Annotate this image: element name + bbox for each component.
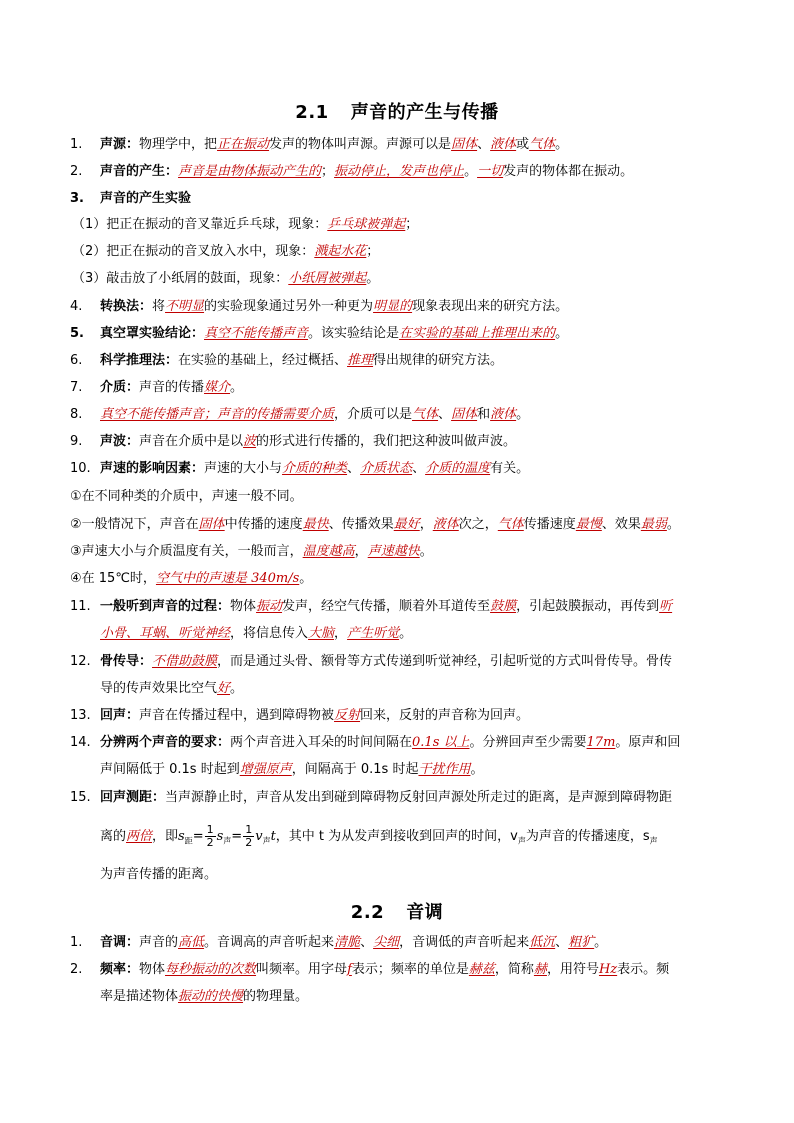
text: 物体 [230, 599, 257, 614]
text: ，介质可以是 [334, 407, 413, 422]
text: 现象表现出来的研究方法。 [412, 299, 569, 314]
text: 表示。频 [617, 962, 670, 977]
answer: 介质的温度 [425, 461, 491, 476]
item-11 [70, 598, 730, 616]
answer: 赫兹 [468, 962, 495, 977]
formula-symbol: s [216, 829, 224, 844]
item-3 [70, 190, 730, 208]
answer: 明显的 [373, 299, 413, 314]
answer: 振动停止，发声也停止 [334, 164, 465, 179]
text: 得出规律的研究方法。 [373, 353, 504, 368]
text: 声音的 [139, 935, 179, 950]
item-14 [70, 734, 730, 752]
text: ，简称 [494, 962, 534, 977]
text: 离的 [100, 829, 127, 844]
text: 和 [477, 407, 491, 422]
item-number: 15. [70, 790, 91, 805]
answer: 振动 [256, 599, 283, 614]
item-11-continued [100, 625, 760, 643]
subscript: 声 [649, 836, 658, 846]
item-number: 13. [70, 708, 91, 723]
text: 的物理量。 [243, 989, 309, 1004]
text: ②一般情况下，声音在 [70, 517, 199, 532]
text: 、 [555, 935, 569, 950]
answer: 气体 [497, 517, 524, 532]
text: 。 [230, 681, 244, 696]
text: 。 [299, 571, 313, 586]
text: ，其中 t 为从发声到接收到回声的时间，v [275, 829, 518, 844]
item-2 [70, 163, 730, 181]
answer: 空气中的声速是 340m/s [155, 571, 300, 586]
item-13 [70, 707, 730, 725]
text: 次之， [458, 517, 498, 532]
text: 物理学中，把 [139, 137, 218, 152]
text: ①在不同种类的介质中，声速一般不同。 [70, 489, 303, 504]
text: 发声，经空气传播，顺着外耳道传至 [282, 599, 491, 614]
answer: 一切 [477, 164, 504, 179]
section-number: 2.1 [295, 102, 329, 123]
text: 将 [152, 299, 166, 314]
answer: 每秒振动的次数 [165, 962, 257, 977]
item-15 [70, 789, 730, 807]
item-7 [70, 379, 730, 397]
text: 的实验现象通过另外一种更为 [204, 299, 374, 314]
text: ③声速大小与介质温度有关，一般而言， [70, 544, 303, 559]
subpoint-2 [70, 516, 730, 534]
text: 表示；频率的单位是 [351, 962, 469, 977]
subscript: 声 [517, 836, 526, 846]
text: 、 [477, 137, 491, 152]
term-label: 介质： [100, 380, 140, 395]
text: 。 [555, 137, 569, 152]
answer: 粗犷 [568, 935, 595, 950]
answer: 最好 [393, 517, 420, 532]
answer: 产生听觉 [347, 626, 400, 641]
item-10 [70, 460, 730, 478]
answer: 鼓膜 [490, 599, 517, 614]
term-label: 声波： [100, 434, 140, 449]
text: 。 [470, 762, 484, 777]
text: （2）把正在振动的音叉放入水中，现象： [72, 244, 315, 259]
answer: 正在振动 [217, 137, 270, 152]
text: 中传播的速度 [224, 517, 303, 532]
answer: 介质状态 [360, 461, 413, 476]
item-number: 2. [70, 164, 83, 179]
text: （1）把正在振动的音叉靠近乒乓球，现象： [72, 217, 328, 232]
subpoint-4 [70, 570, 730, 588]
answer: 清脆 [334, 935, 361, 950]
experiment-1 [72, 216, 732, 234]
text: 有关。 [490, 461, 530, 476]
text: ； [366, 244, 380, 259]
text: ，即 [152, 829, 179, 844]
answer: 0.1s 以上 [412, 735, 470, 750]
term-label: 声音的产生实验 [100, 191, 192, 206]
item-12 [70, 653, 730, 671]
text: 发声的物体叫声源。声源可以是 [269, 137, 452, 152]
answer: 小骨、耳蜗、听觉神经 [100, 626, 231, 641]
text: ； [405, 217, 419, 232]
term-label: 声源： [100, 137, 140, 152]
answer: 固体 [451, 407, 478, 422]
text: 、 [347, 461, 361, 476]
answer: 推理 [347, 353, 374, 368]
fraction-denominator: 2 [245, 836, 253, 849]
answer: 温度越高 [302, 544, 355, 559]
answer: 液体 [490, 407, 517, 422]
term-label: 音调： [100, 935, 140, 950]
answer: 反射 [334, 708, 361, 723]
item-number: 9. [70, 434, 83, 449]
item-14-continued [100, 761, 760, 779]
text: ； [321, 164, 335, 179]
answer: 真空不能传播声音；声音的传播需要介质 [100, 407, 335, 422]
term-label: 回声测距： [100, 790, 166, 805]
text: 或 [516, 137, 530, 152]
text: ，而是通过头骨、额骨等方式传递到听觉神经，引起听觉的方式叫骨传导。骨传 [217, 654, 673, 669]
text: 。 [366, 271, 380, 286]
item-number: 7. [70, 380, 83, 395]
item-8 [70, 406, 730, 424]
section-number: 2.2 [350, 902, 385, 923]
text: 、效果 [601, 517, 641, 532]
answer: 低沉 [529, 935, 556, 950]
text: ， [354, 544, 368, 559]
text: 。 [419, 544, 433, 559]
answer: 固体 [198, 517, 225, 532]
text: 的形式进行传播的，我们把这种波叫做声波。 [256, 434, 517, 449]
formula-subscript: 声 [223, 836, 232, 846]
answer: 17m [586, 735, 616, 750]
text: ，间隔高于 0.1s 时起 [291, 762, 419, 777]
subpoint-3 [70, 543, 730, 561]
text: 声音在传播过程中，遇到障碍物被 [139, 708, 335, 723]
section-title-2-2 [0, 898, 794, 924]
s22-item-2 [70, 961, 730, 979]
answer: 最弱 [640, 517, 667, 532]
fraction-denominator: 2 [206, 836, 214, 849]
answer: 气体 [412, 407, 439, 422]
answer: Hz [598, 962, 618, 977]
text: 两个声音进入耳朵的时间间隔在 [230, 735, 413, 750]
section-heading: 音调 [406, 902, 444, 923]
answer: 两倍 [126, 829, 153, 844]
answer: 大脑 [308, 626, 335, 641]
text: 、 [360, 935, 374, 950]
answer: 干扰作用 [418, 762, 471, 777]
answer: f [347, 962, 352, 977]
experiment-2 [72, 243, 732, 261]
section-heading: 声音的产生与传播 [350, 102, 499, 123]
item-6 [70, 352, 730, 370]
answer: 不明显 [165, 299, 205, 314]
answer: 尖细 [373, 935, 400, 950]
text: 。 [666, 517, 680, 532]
text: 为声音传播的距离。 [100, 867, 218, 882]
text: 、 [438, 407, 452, 422]
text: 。原声和回 [615, 735, 681, 750]
text: ， [419, 517, 433, 532]
answer: 声速越快 [367, 544, 420, 559]
item-number: 8. [70, 407, 83, 422]
text: 。 [464, 164, 478, 179]
answer: 不借助鼓膜 [152, 654, 218, 669]
item-number: 1. [70, 137, 83, 152]
fraction-half [243, 824, 254, 849]
term-label: 真空罩实验结论： [100, 326, 205, 341]
answer: 最快 [302, 517, 329, 532]
answer: 溅起水花 [314, 244, 367, 259]
answer: 振动的快慢 [178, 989, 244, 1004]
answer: 好 [217, 681, 231, 696]
item-12-continued [100, 680, 760, 698]
text: 声音的传播 [139, 380, 205, 395]
text: ，用符号 [546, 962, 599, 977]
text: 回来，反射的声音称为回声。 [360, 708, 530, 723]
text: 声音在介质中是以 [139, 434, 244, 449]
item-15-formula-line [100, 820, 760, 854]
term-label: 骨传导： [100, 654, 153, 669]
answer: 液体 [490, 137, 517, 152]
text: 。 [399, 626, 413, 641]
term-label: 分辨两个声音的要求： [100, 735, 231, 750]
text: 。 [230, 380, 244, 395]
item-9 [70, 433, 730, 451]
item-number: 4. [70, 299, 83, 314]
formula-symbol: s [178, 829, 185, 844]
s22-item-1 [70, 934, 730, 952]
text: ，音调低的声音听起来 [399, 935, 530, 950]
answer: 赫 [533, 962, 547, 977]
item-number: 14. [70, 735, 91, 750]
formula-equals: = [192, 829, 204, 844]
text: 物体 [139, 962, 166, 977]
fraction-numerator: 1 [245, 823, 253, 836]
text: 发声的物体都在振动。 [503, 164, 634, 179]
item-number: 11. [70, 599, 91, 614]
text: 、传播效果 [328, 517, 394, 532]
subpoint-1 [70, 488, 730, 506]
text: 声间隔低于 0.1s 时起到 [100, 762, 240, 777]
text: ，引起鼓膜振动，再传到 [516, 599, 660, 614]
answer: 在实验的基础上推理出来的 [399, 326, 556, 341]
item-number: 1. [70, 935, 83, 950]
text: 。 [516, 407, 530, 422]
answer: 介质的种类 [282, 461, 348, 476]
text: 。该实验结论是 [308, 326, 400, 341]
text: 叫频率。用字母 [256, 962, 348, 977]
answer: 增强原声 [239, 762, 292, 777]
item-number: 3. [70, 191, 84, 206]
item-15-continued [100, 866, 760, 884]
s22-item-2-continued [100, 988, 760, 1006]
item-number: 5. [70, 326, 84, 341]
item-4 [70, 298, 730, 316]
term-label: 声音的产生： [100, 164, 179, 179]
answer: 高低 [178, 935, 205, 950]
item-1 [70, 136, 730, 154]
term-label: 科学推理法： [100, 353, 179, 368]
item-number: 6. [70, 353, 83, 368]
answer: 最慢 [575, 517, 602, 532]
text: 。 [555, 326, 569, 341]
answer: 乒乓球被弹起 [327, 217, 406, 232]
formula-subscript: 声 [262, 836, 271, 846]
formula-symbol: t [270, 829, 276, 844]
text: ， [334, 626, 348, 641]
item-5 [70, 325, 730, 343]
text: 。音调高的声音听起来 [204, 935, 335, 950]
text: 率是描述物体 [100, 989, 179, 1004]
answer: 固体 [451, 137, 478, 152]
text: （3）敲击放了小纸屑的鼓面，现象： [72, 271, 289, 286]
term-label: 声速的影响因素： [100, 461, 205, 476]
item-number: 10. [70, 461, 91, 476]
answer: 小纸屑被弹起 [288, 271, 367, 286]
answer: 声音是由物体振动产生的 [178, 164, 322, 179]
answer: 气体 [529, 137, 556, 152]
experiment-3 [72, 270, 732, 288]
text: 传播速度 [523, 517, 576, 532]
formula-equals: = [231, 829, 243, 844]
text: 、 [412, 461, 426, 476]
text: 。分辨回声至少需要 [469, 735, 587, 750]
formula-symbol: v [255, 829, 263, 844]
section-title-2-1 [0, 98, 794, 124]
term-label: 一般听到声音的过程： [100, 599, 231, 614]
answer: 波 [243, 434, 257, 449]
text: 为声音的传播速度，s [525, 829, 650, 844]
text: 声速的大小与 [204, 461, 283, 476]
item-number: 2. [70, 962, 83, 977]
fraction-numerator: 1 [206, 823, 214, 836]
item-number: 12. [70, 654, 91, 669]
term-label: 转换法： [100, 299, 153, 314]
text: ，将信息传入 [230, 626, 309, 641]
term-label: 频率： [100, 962, 140, 977]
fraction-half [205, 824, 216, 849]
answer: 液体 [432, 517, 459, 532]
text: ④在 15℃时， [70, 571, 156, 586]
text: 。 [594, 935, 608, 950]
text: 导的传声效果比空气 [100, 681, 218, 696]
text: 当声源静止时，声音从发出到碰到障碍物反射回声源处所走过的距离，是声源到障碍物距 [165, 790, 673, 805]
answer: 媒介 [204, 380, 231, 395]
term-label: 回声： [100, 708, 140, 723]
formula-subscript: 距 [184, 836, 193, 846]
text: 在实验的基础上，经过概括、 [178, 353, 348, 368]
answer: 听 [659, 599, 673, 614]
answer: 真空不能传播声音 [204, 326, 309, 341]
